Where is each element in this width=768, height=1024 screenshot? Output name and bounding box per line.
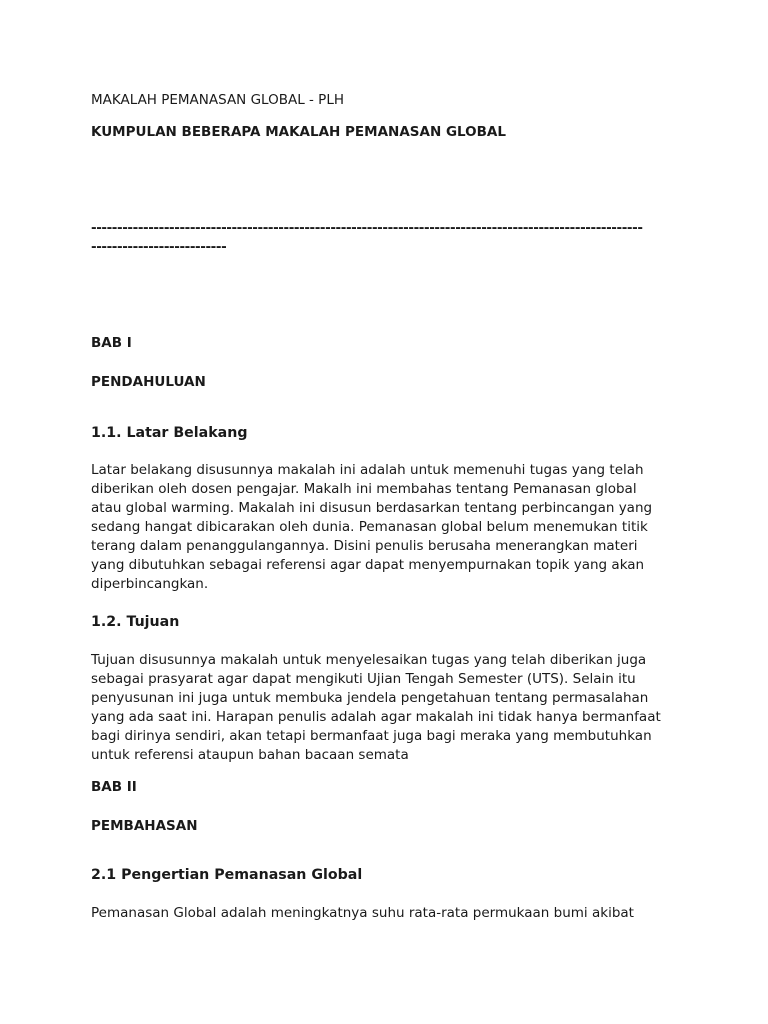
paragraph-line: Tujuan disusunnya makalah untuk menyelesaikan tugas yang telah diberikan juga (91, 652, 647, 668)
bab1-title: PENDAHULUAN (91, 374, 206, 390)
paragraph-line: Pemanasan Global adalah meningkatnya suhu rata-rata permukaan bumi akibat (91, 905, 634, 921)
bab2-title: PEMBAHASAN (91, 818, 198, 834)
paragraph-line: terang dalam penanggulangannya. Disini penulis berusaha menerangkan materi (91, 538, 638, 554)
paragraph-line: sedang hangat dibicarakan oleh dunia. Pemanasan global belum menemukan titik (91, 519, 648, 535)
paragraph-line: diberikan oleh dosen pengajar. Makalh ini membahas tentang Pemanasan global (91, 481, 637, 497)
section-1-1-paragraph (91, 461, 691, 594)
document-subtitle: KUMPULAN BEBERAPA MAKALAH PEMANASAN GLOBAL (91, 124, 506, 140)
bab1-label: BAB I (91, 335, 132, 351)
section-2-1-heading: 2.1 Pengertian Pemanasan Global (91, 867, 363, 883)
separator-line-2: -------------------------- (91, 239, 227, 255)
section-1-1-heading: 1.1. Latar Belakang (91, 425, 248, 441)
paragraph-line: bagi dirinya sendiri, akan tetapi bermanfaat juga bagi meraka yang membutuhkan (91, 728, 652, 744)
section-1-2-paragraph (91, 651, 691, 765)
paragraph-line: diperbincangkan. (91, 576, 209, 592)
separator-line-1: ---------------------------------------------------------------------------------------------------------- (91, 220, 643, 236)
paragraph-line: penyusunan ini juga untuk membuka jendela pengetahuan tentang permasalahan (91, 690, 649, 706)
paragraph-line: atau global warming. Makalah ini disusun berdasarkan tentang perbincangan yang (91, 500, 653, 516)
bab2-label: BAB II (91, 779, 137, 795)
document-title: MAKALAH PEMANASAN GLOBAL - PLH (91, 92, 344, 108)
section-1-2-heading: 1.2. Tujuan (91, 614, 180, 630)
paragraph-line: yang dibutuhkan sebagai referensi agar dapat menyempurnakan topik yang akan (91, 557, 645, 573)
paragraph-line: Latar belakang disusunnya makalah ini adalah untuk memenuhi tugas yang telah (91, 462, 644, 478)
paragraph-line: sebagai prasyarat agar dapat mengikuti Ujian Tengah Semester (UTS). Selain itu (91, 671, 636, 687)
section-2-1-paragraph (91, 904, 691, 923)
paragraph-line: yang ada saat ini. Harapan penulis adalah agar makalah ini tidak hanya bermanfaat (91, 709, 661, 725)
paragraph-line: untuk referensi ataupun bahan bacaan semata (91, 747, 409, 763)
